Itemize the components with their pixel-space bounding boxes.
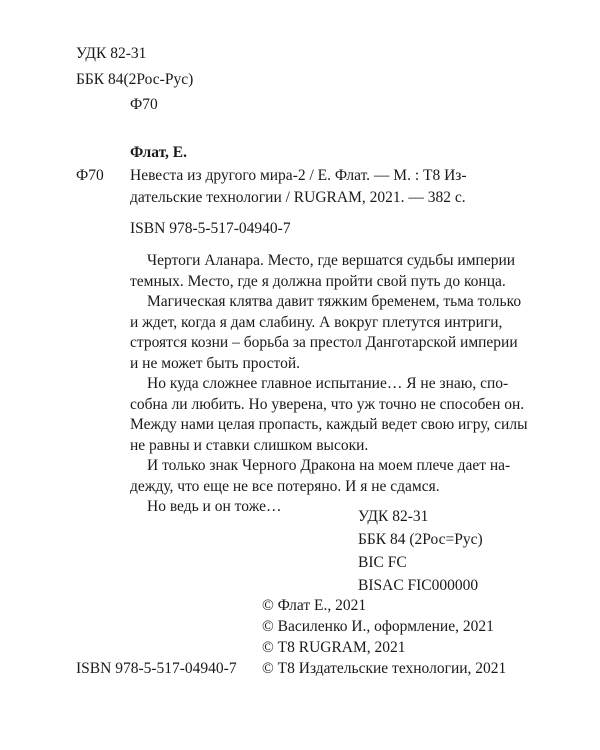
annotation-paragraph (130, 456, 530, 497)
annotation-line: Но ведь и он тоже… (147, 498, 282, 515)
udk-code-top: УДК 82-31 (76, 45, 147, 62)
annotation-paragraph (130, 292, 530, 374)
annotation-line: собна ли любить. Но уверена, что уж точно не способен он. (130, 395, 525, 413)
annotation (130, 251, 530, 518)
annotation-line: и не может быть простой. (130, 354, 300, 372)
annotation-line: темных. Место, где я должна пройти свой путь до конца. (130, 272, 506, 290)
annotation-line: И только знак Черного Дракона на моем плече дает на- (147, 457, 511, 474)
annotation-paragraph (130, 251, 530, 292)
copyright-rugram: © Т8 RUGRAM, 2021 (262, 639, 406, 656)
annotation-line: строятся козни – борьба за престол Данготарской империи (130, 334, 518, 351)
copyright-design: © Василенко И., оформление, 2021 (262, 618, 494, 635)
bbk-code-bottom: ББК 84 (2Рос=Рус) (358, 531, 483, 548)
annotation-line: Между нами целая пропасть, каждый ведет свою игру, силы (130, 416, 528, 433)
annotation-line: не равны и ставки слишком высоки. (130, 436, 369, 454)
author-heading: Флат, Е. (130, 144, 187, 161)
bbk-code-top: ББК 84(2Рос-Рус) (76, 71, 194, 88)
author-mark-top: Ф70 (130, 96, 158, 113)
annotation-line: Магическая клятва давит тяжким бременем, тьма только (147, 293, 522, 310)
bisac-code: BISAC FIC000000 (358, 577, 479, 594)
annotation-line: Чертоги Аланара. Место, где вершатся судьбы империи (147, 252, 516, 269)
copyright-publisher: © Т8 Издательские технологии, 2021 (262, 660, 507, 677)
copyright-author: © Флат Е., 2021 (262, 597, 367, 614)
bic-code: BIC FC (358, 554, 407, 571)
annotation-paragraph (130, 497, 530, 518)
annotation-line: и ждет, когда я дам слабину. А вокруг плетутся интриги, (130, 313, 503, 331)
isbn-footer: ISBN 978-5-517-04940-7 (76, 660, 237, 677)
author-mark-entry: Ф70 (76, 167, 104, 184)
isbn-entry: ISBN 978-5-517-04940-7 (130, 220, 291, 237)
annotation-line: дежду, что еще не все потеряно. И я не сдамся. (130, 477, 440, 495)
description-line-2: дательские технологии / RUGRAM, 2021. — 382 с. (130, 189, 466, 206)
udk-code-bottom: УДК 82-31 (358, 508, 429, 525)
annotation-line: Но куда сложнее главное испытание… Я не знаю, спо- (147, 375, 509, 392)
description-line-1: Невеста из другого мира-2 / Е. Флат. — М. : Т8 Из- (130, 167, 467, 184)
annotation-paragraph (130, 374, 530, 456)
